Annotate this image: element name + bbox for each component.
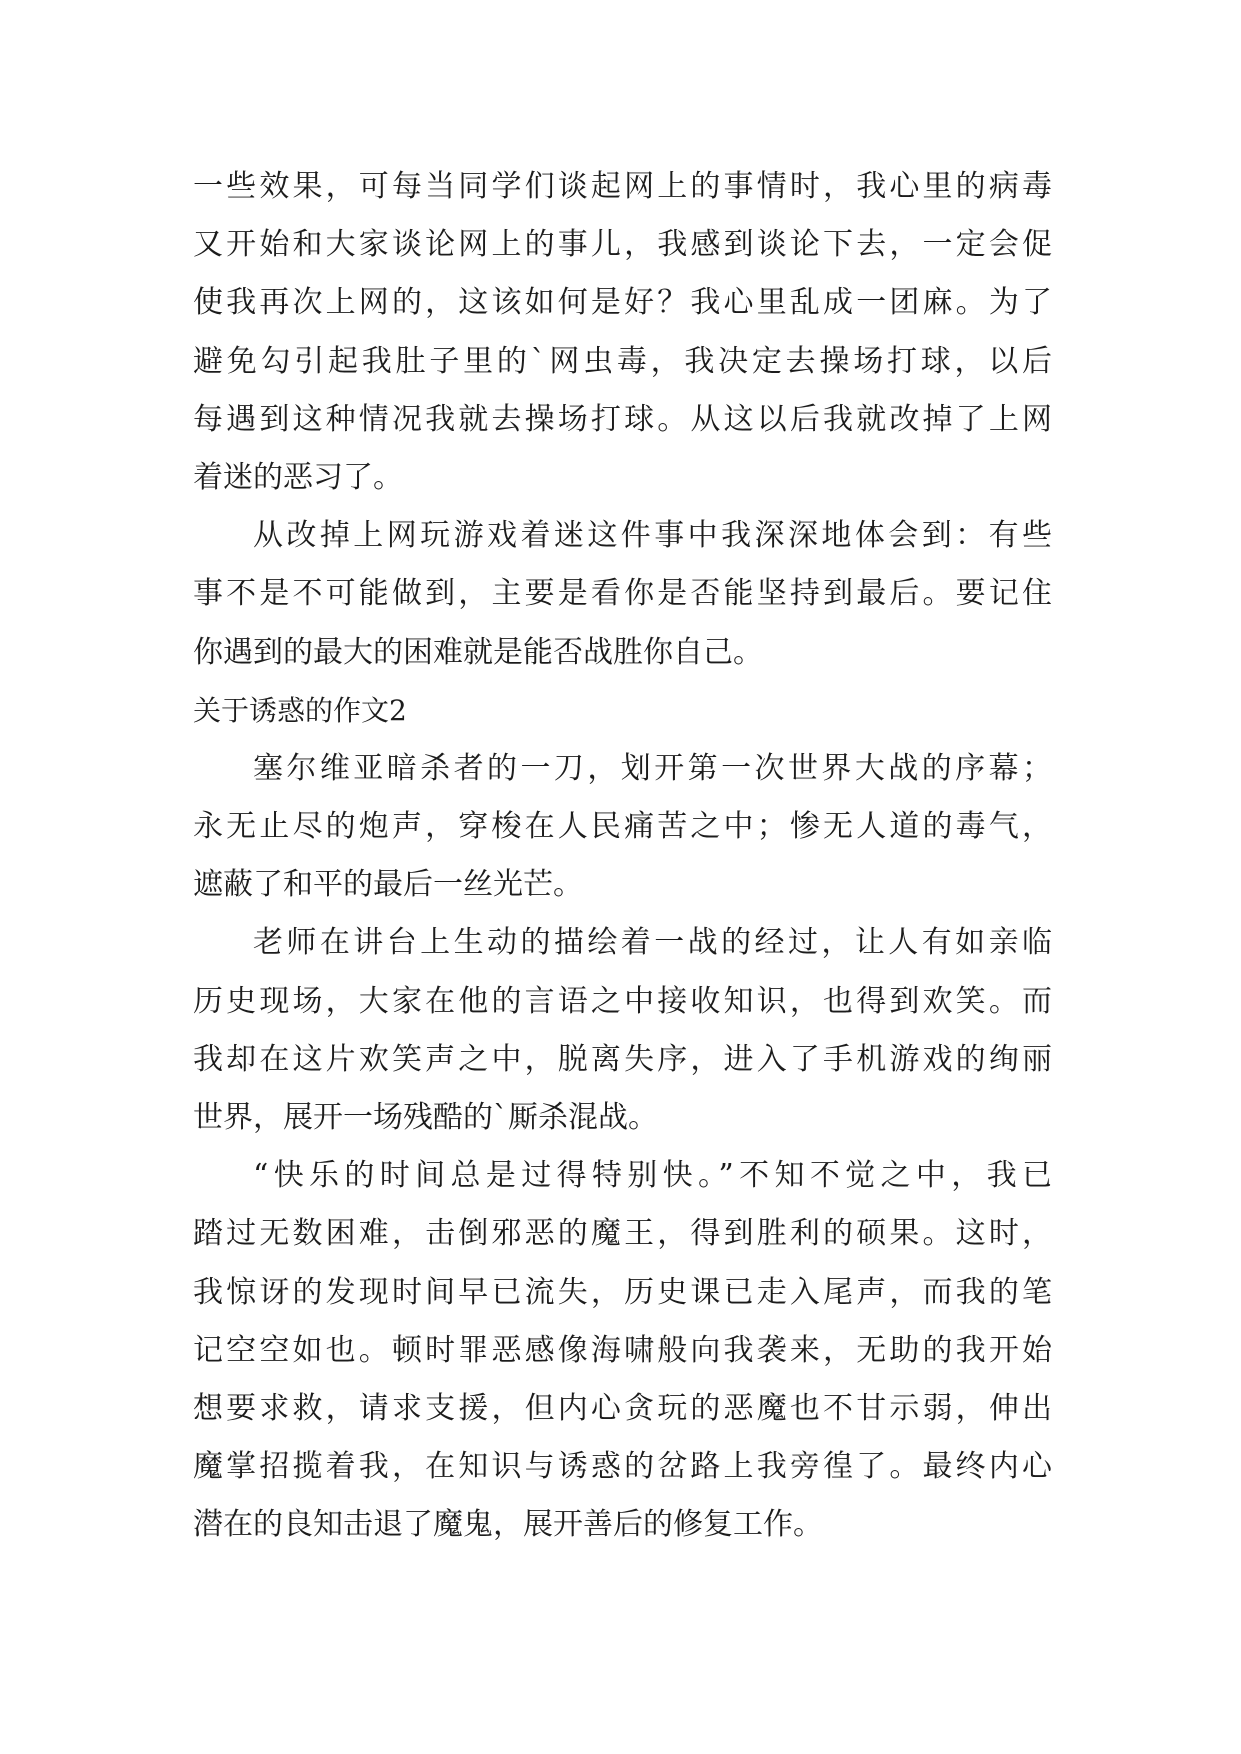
paragraph-line: 遮蔽了和平的最后一丝光芒。 (193, 867, 583, 903)
paragraph-line: 踏过无数困难，击倒邪恶的魔王，得到胜利的硕果。这时， (193, 1216, 1052, 1252)
paragraph-line: 又开始和大家谈论网上的事儿，我感到谈论下去，一定会促 (193, 227, 1052, 263)
paragraph-line: 避免勾引起我肚子里的`网虫毒，我决定去操场打球，以后 (193, 343, 1052, 379)
paragraph-line: 我惊讶的发现时间早已流失，历史课已走入尾声，而我的笔 (193, 1274, 1052, 1310)
paragraph (193, 740, 1052, 915)
paragraph-line: 想要求救，请求支援，但内心贪玩的恶魔也不甘示弱，伸出 (193, 1390, 1052, 1426)
section-heading: 关于诱惑的作文2 (193, 693, 407, 727)
paragraph-line: 魔掌招揽着我，在知识与诱惑的岔路上我旁徨了。最终内心 (193, 1449, 1052, 1485)
paragraph-line: 老师在讲台上生动的描绘着一战的经过，让人有如亲临 (253, 925, 1052, 961)
paragraph-line: 塞尔维亚暗杀者的一刀，划开第一次世界大战的序幕； (253, 750, 1052, 786)
document-page (193, 158, 1052, 1555)
paragraph-line: 从改掉上网玩游戏着迷这件事中我深深地体会到：有些 (253, 518, 1052, 554)
paragraph-line: 记空空如也。顿时罪恶感像海啸般向我袭来，无助的我开始 (193, 1332, 1052, 1368)
paragraph (193, 1147, 1052, 1554)
paragraph-line: 世界，展开一场残酷的`厮杀混战。 (193, 1100, 658, 1135)
paragraph-line: “快乐的时间总是过得特别快。”不知不觉之中，我已 (253, 1158, 1052, 1194)
paragraph-line: 使我再次上网的，这该如何是好？我心里乱成一团麻。为了 (193, 285, 1052, 321)
paragraph-line: 一些效果，可每当同学们谈起网上的事情时，我心里的病毒 (193, 169, 1052, 204)
paragraph (193, 914, 1052, 1147)
paragraph (193, 158, 1052, 507)
paragraph-line: 我却在这片欢笑声之中，脱离失序，进入了手机游戏的绚丽 (193, 1041, 1052, 1077)
paragraph-line: 永无止尽的炮声，穿梭在人民痛苦之中；惨无人道的毒气， (193, 809, 1052, 845)
paragraph-line: 你遇到的最大的困难就是能否战胜你自己。 (193, 634, 763, 670)
paragraph (193, 507, 1052, 682)
paragraph-line: 事不是不可能做到，主要是看你是否能坚持到最后。要记住 (193, 576, 1052, 612)
paragraph-line: 历史现场，大家在他的言语之中接收知识，也得到欢笑。而 (193, 983, 1052, 1019)
paragraph-line: 潜在的良知击退了魔鬼，展开善后的修复工作。 (193, 1507, 823, 1543)
paragraph-line: 每遇到这种情况我就去操场打球。从这以后我就改掉了上网 (193, 401, 1052, 437)
paragraph-line: 着迷的恶习了。 (193, 459, 403, 495)
